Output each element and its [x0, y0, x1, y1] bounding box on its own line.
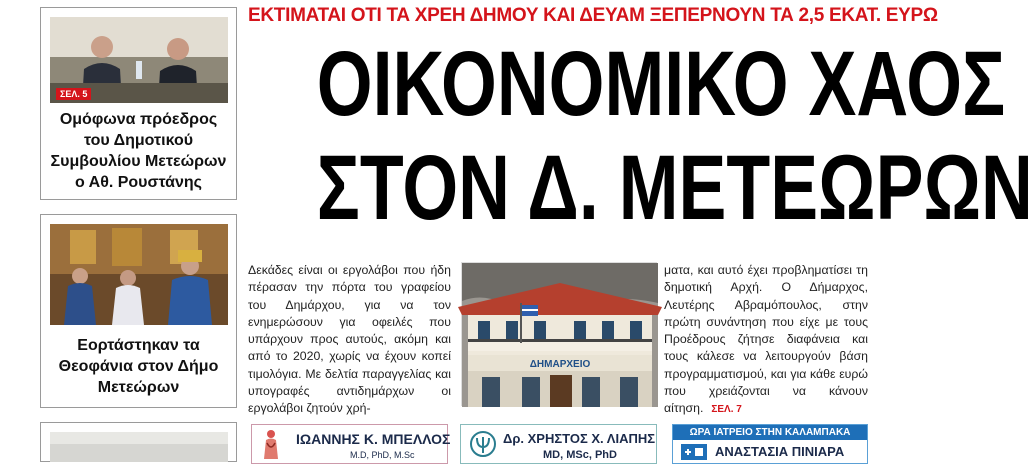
- headline-line-1: ΟΙΚΟΝΟΜΙΚΟ ΧΑΟΣ: [316, 33, 1006, 135]
- side-story-third[interactable]: [40, 422, 237, 462]
- ad-bellos[interactable]: [251, 424, 451, 464]
- article-body-right: [664, 262, 868, 419]
- caption-line: Συμβουλίου Μετεώρων: [50, 153, 227, 170]
- caption-line: Μετεώρων: [97, 379, 180, 396]
- ad-bellos-name: ΙΩΑΝΝΗΣ Κ. ΜΠΕΛΛΟΣ: [296, 431, 451, 447]
- side-story-theophany[interactable]: [40, 214, 237, 408]
- ad-piniara[interactable]: [672, 424, 868, 464]
- town-hall-photo: [461, 262, 657, 406]
- article-body-left: Δεκάδες είναι οι εργολάβοι που ήδη πέρασαν την πόρτα του γραφείου του Δημάρχου, για να τον ενημερώσουν για οφειλές που υπάρχουν προς αυτούς, ακόμη και από το 2020, χωρίς να έχουν κοπεί τιμολόγια. Με δελτία παραγγελίας και υπογραφές αντιδημάρχων οι εργολάβοι ζητούν χρή-: [248, 263, 451, 416]
- third-photo: [50, 432, 228, 462]
- headline-line-2: ΣΤΟΝ Δ. ΜΕΤΕΩΡΩΝ: [316, 137, 1033, 239]
- theophany-caption: [41, 335, 236, 398]
- caption-line: Ομόφωνα πρόεδρος: [59, 111, 218, 128]
- caption-line: Εορτάστηκαν τα: [77, 337, 200, 354]
- ad-piniara-name: ΑΝΑΣΤΑΣΙΑ ΠΙΝΙΑΡΑ: [715, 444, 845, 459]
- theophany-photo: [50, 224, 228, 325]
- ad-piniara-band: ΩΡΑ ΙΑΤΡΕΙΟ ΣΤΗΝ ΚΑΛΑΜΠΑΚΑ: [673, 425, 867, 440]
- side-story-council[interactable]: [40, 7, 237, 200]
- page-reference[interactable]: ΣΕΛ. 7: [711, 404, 742, 416]
- town-hall-image: [462, 263, 658, 407]
- ad-bellos-degrees: M.D, PhD, M.Sc: [350, 450, 415, 460]
- council-caption: [41, 109, 236, 193]
- third-photo-image: [50, 432, 228, 462]
- caption-line: ο Αθ. Ρουστάνης: [75, 174, 202, 191]
- anatomy-icon: [260, 429, 282, 459]
- ad-liapis[interactable]: [460, 424, 657, 464]
- article-text-right: ματα, και αυτό έχει προβληματίσει τη δημοτική Αρχή. Ο Δήμαρχος, Λευτέρης Αβραμόπουλος, στην πρώτη συνάντηση που είχε με τους Προέδρους ζήτησε διαφάνεια και τους κάλεσε να λειτουργούν βάση προγραμματισμού, και για κάθε ευρώ που χρειάζονται να κάνουν αίτηση.: [664, 263, 868, 416]
- psi-icon: [469, 429, 497, 459]
- caption-line: του Δημοτικού: [83, 132, 194, 149]
- page-tag: ΣΕΛ. 5: [56, 88, 91, 100]
- clinic-logo-icon: [681, 444, 707, 460]
- ad-liapis-name: Δρ. ΧΡΗΣΤΟΣ Χ. ΛΙΑΠΗΣ: [503, 431, 656, 446]
- headline-kicker: ΕΚΤΙΜΑΤΑΙ ΟΤΙ ΤΑ ΧΡΕΗ ΔΗΜΟΥ ΚΑΙ ΔΕΥΑΜ ΞΕΠΕΡΝΟΥΝ ΤΑ 2,5 ΕΚΑΤ. ΕΥΡΩ: [248, 5, 938, 26]
- council-photo: [50, 17, 228, 103]
- caption-line: Θεοφάνια στον Δήμο: [58, 358, 219, 375]
- town-hall-sign: ΔΗΜΑΡΧΕΙΟ: [529, 359, 591, 370]
- theophany-photo-image: [50, 224, 228, 325]
- ad-liapis-degrees: MD, MSc, PhD: [543, 449, 617, 461]
